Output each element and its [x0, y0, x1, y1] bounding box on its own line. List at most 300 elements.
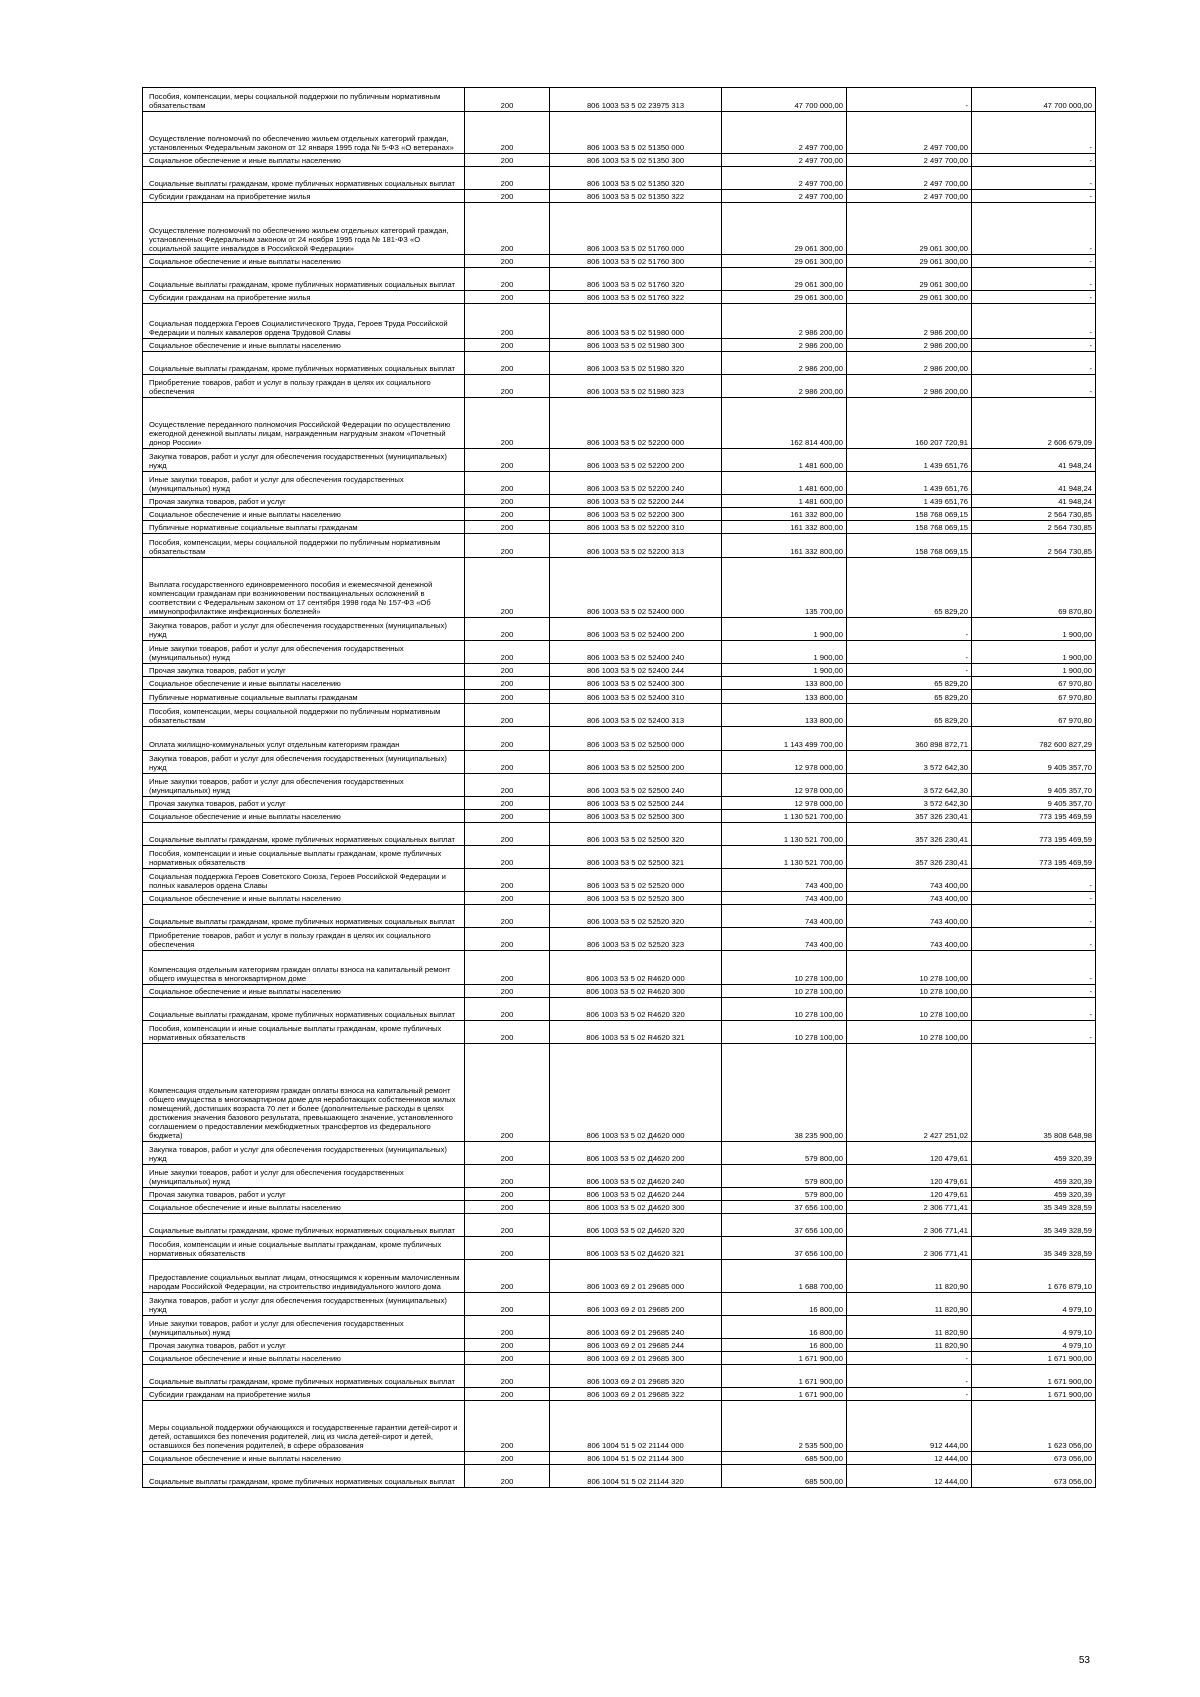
row-name-cell: Закупка товаров, работ и услуг для обеспечения государственных (муниципальных) нужд	[143, 449, 465, 472]
row-executed-cell: 3 572 642,30	[847, 774, 972, 797]
row-name-cell: Социальные выплаты гражданам, кроме публичных нормативных социальных выплат	[143, 1214, 465, 1237]
table-row	[143, 558, 1096, 618]
row-name-cell: Социальное обеспечение и иные выплаты населению	[143, 985, 465, 998]
row-approved-cell: 2 497 700,00	[722, 190, 847, 203]
row-name-cell: Прочая закупка товаров, работ и услуг	[143, 1339, 465, 1352]
row-unexecuted-cell: -	[972, 869, 1096, 892]
row-executed-cell: 158 768 069,15	[847, 521, 972, 534]
row-executed-cell: 11 820,90	[847, 1260, 972, 1293]
row-executed-cell: 29 061 300,00	[847, 291, 972, 304]
row-unexecuted-cell: -	[972, 291, 1096, 304]
row-executed-cell: 65 829,20	[847, 677, 972, 690]
row-code-cell: 200	[465, 1188, 550, 1201]
row-name-cell: Оплата жилищно-коммунальных услуг отдельным категориям граждан	[143, 727, 465, 751]
row-name-cell: Компенсация отдельным категориям граждан оплаты взноса на капитальный ремонт общего имущества в многоквартирном доме для неработающих собственников жилых помещений, достигших возраста 70 лет и более (дополнительные расходы в целях достижения значения базового результата, превышающего значение, установленного соглашением о предоставлении межбюджетных трансфертов из федерального бюджета)	[143, 1044, 465, 1142]
row-executed-cell: 29 061 300,00	[847, 203, 972, 255]
row-approved-cell: 37 656 100,00	[722, 1201, 847, 1214]
row-approved-cell: 743 400,00	[722, 928, 847, 951]
row-name-cell: Иные закупки товаров, работ и услуг для обеспечения государственных (муниципальных) нужд	[143, 1165, 465, 1188]
row-approved-cell: 1 481 600,00	[722, 472, 847, 495]
row-code-cell: 200	[465, 508, 550, 521]
row-code-cell: 200	[465, 690, 550, 704]
row-name-cell: Социальное обеспечение и иные выплаты населению	[143, 154, 465, 167]
row-budget-code-cell: 806 1003 53 5 02 52520 320	[550, 905, 722, 928]
table-row	[143, 167, 1096, 190]
row-executed-cell: -	[847, 664, 972, 677]
row-unexecuted-cell: 2 564 730,85	[972, 508, 1096, 521]
table-row	[143, 951, 1096, 985]
row-unexecuted-cell: 4 979,10	[972, 1316, 1096, 1339]
row-approved-cell: 1 130 521 700,00	[722, 810, 847, 823]
row-budget-code-cell: 806 1003 53 5 02 51980 300	[550, 339, 722, 352]
table-row	[143, 1388, 1096, 1401]
row-code-cell: 200	[465, 495, 550, 508]
row-unexecuted-cell: 2 564 730,85	[972, 534, 1096, 558]
row-name-cell: Социальное обеспечение и иные выплаты населению	[143, 1352, 465, 1365]
table-row	[143, 774, 1096, 797]
row-executed-cell: 1 439 651,76	[847, 495, 972, 508]
row-executed-cell: 120 479,61	[847, 1165, 972, 1188]
row-name-cell: Закупка товаров, работ и услуг для обеспечения государственных (муниципальных) нужд	[143, 1293, 465, 1316]
row-unexecuted-cell: 9 405 357,70	[972, 797, 1096, 810]
row-code-cell: 200	[465, 291, 550, 304]
table-row	[143, 508, 1096, 521]
row-approved-cell: 2 986 200,00	[722, 375, 847, 398]
row-approved-cell: 743 400,00	[722, 905, 847, 928]
table-row	[143, 255, 1096, 268]
row-executed-cell: 29 061 300,00	[847, 268, 972, 291]
row-code-cell: 200	[465, 1201, 550, 1214]
table-row	[143, 1293, 1096, 1316]
table-row	[143, 495, 1096, 508]
row-budget-code-cell: 806 1003 53 5 02 52500 320	[550, 823, 722, 846]
row-code-cell: 200	[465, 618, 550, 641]
row-unexecuted-cell: -	[972, 352, 1096, 375]
row-unexecuted-cell: 1 676 879,10	[972, 1260, 1096, 1293]
table-row	[143, 1021, 1096, 1044]
row-name-cell: Иные закупки товаров, работ и услуг для обеспечения государственных (муниципальных) нужд	[143, 1316, 465, 1339]
row-name-cell: Пособия, компенсации, меры социальной поддержки по публичным нормативным обязательствам	[143, 534, 465, 558]
row-executed-cell: 65 829,20	[847, 704, 972, 727]
row-name-cell: Пособия, компенсации и иные социальные выплаты гражданам, кроме публичных нормативных обязательств	[143, 1021, 465, 1044]
row-budget-code-cell: 806 1003 53 5 02 52200 000	[550, 398, 722, 449]
row-code-cell: 200	[465, 928, 550, 951]
row-budget-code-cell: 806 1003 53 5 02 52400 313	[550, 704, 722, 727]
row-name-cell: Пособия, компенсации, меры социальной поддержки по публичным нормативным обязательствам	[143, 88, 465, 112]
row-approved-cell: 135 700,00	[722, 558, 847, 618]
row-unexecuted-cell: 2 606 679,09	[972, 398, 1096, 449]
row-budget-code-cell: 806 1003 69 2 01 29685 244	[550, 1339, 722, 1352]
row-executed-cell: 743 400,00	[847, 892, 972, 905]
row-approved-cell: 10 278 100,00	[722, 951, 847, 985]
row-unexecuted-cell: 4 979,10	[972, 1339, 1096, 1352]
row-approved-cell: 29 061 300,00	[722, 291, 847, 304]
row-unexecuted-cell: 4 979,10	[972, 1293, 1096, 1316]
row-unexecuted-cell: 1 900,00	[972, 618, 1096, 641]
row-name-cell: Социальное обеспечение и иные выплаты населению	[143, 1452, 465, 1465]
row-unexecuted-cell: 9 405 357,70	[972, 751, 1096, 774]
row-unexecuted-cell: -	[972, 998, 1096, 1021]
row-budget-code-cell: 806 1003 53 5 02 52200 300	[550, 508, 722, 521]
row-name-cell: Социальные выплаты гражданам, кроме публичных нормативных социальных выплат	[143, 823, 465, 846]
row-approved-cell: 743 400,00	[722, 869, 847, 892]
row-executed-cell: 12 444,00	[847, 1465, 972, 1488]
row-code-cell: 200	[465, 727, 550, 751]
row-code-cell: 200	[465, 1165, 550, 1188]
row-code-cell: 200	[465, 1293, 550, 1316]
row-executed-cell: 2 497 700,00	[847, 112, 972, 154]
row-executed-cell: -	[847, 1388, 972, 1401]
table-row	[143, 268, 1096, 291]
row-executed-cell: 357 326 230,41	[847, 846, 972, 869]
row-executed-cell: 1 439 651,76	[847, 472, 972, 495]
row-budget-code-cell: 806 1003 53 5 02 Д4620 321	[550, 1237, 722, 1260]
row-budget-code-cell: 806 1003 53 5 02 Д4620 244	[550, 1188, 722, 1201]
row-executed-cell: 2 497 700,00	[847, 167, 972, 190]
row-unexecuted-cell: -	[972, 112, 1096, 154]
row-unexecuted-cell: -	[972, 255, 1096, 268]
row-unexecuted-cell: 35 349 328,59	[972, 1201, 1096, 1214]
row-budget-code-cell: 806 1004 51 5 02 21144 320	[550, 1465, 722, 1488]
row-code-cell: 200	[465, 1465, 550, 1488]
row-code-cell: 200	[465, 1352, 550, 1365]
row-unexecuted-cell: 1 623 056,00	[972, 1401, 1096, 1452]
row-budget-code-cell: 806 1003 53 5 02 52400 200	[550, 618, 722, 641]
row-code-cell: 200	[465, 1142, 550, 1165]
row-unexecuted-cell: 459 320,39	[972, 1165, 1096, 1188]
row-unexecuted-cell: 35 808 648,98	[972, 1044, 1096, 1142]
row-executed-cell: 11 820,90	[847, 1339, 972, 1352]
table-row	[143, 203, 1096, 255]
row-budget-code-cell: 806 1004 51 5 02 21144 300	[550, 1452, 722, 1465]
row-approved-cell: 161 332 800,00	[722, 534, 847, 558]
row-name-cell: Социальные выплаты гражданам, кроме публичных нормативных социальных выплат	[143, 268, 465, 291]
row-code-cell: 200	[465, 1214, 550, 1237]
row-approved-cell: 12 978 000,00	[722, 751, 847, 774]
row-budget-code-cell: 806 1003 53 5 02 51980 323	[550, 375, 722, 398]
row-unexecuted-cell: -	[972, 154, 1096, 167]
row-approved-cell: 1 143 499 700,00	[722, 727, 847, 751]
row-code-cell: 200	[465, 352, 550, 375]
row-unexecuted-cell: 69 870,80	[972, 558, 1096, 618]
table-row	[143, 352, 1096, 375]
table-row	[143, 1352, 1096, 1365]
table-row	[143, 751, 1096, 774]
row-executed-cell: 2 306 771,41	[847, 1237, 972, 1260]
row-budget-code-cell: 806 1003 53 5 02 52400 310	[550, 690, 722, 704]
row-unexecuted-cell: 35 349 328,59	[972, 1214, 1096, 1237]
row-budget-code-cell: 806 1003 69 2 01 29685 320	[550, 1365, 722, 1388]
row-name-cell: Субсидии гражданам на приобретение жилья	[143, 1388, 465, 1401]
table-row	[143, 1201, 1096, 1214]
row-executed-cell: -	[847, 641, 972, 664]
row-approved-cell: 12 978 000,00	[722, 774, 847, 797]
row-code-cell: 200	[465, 664, 550, 677]
row-budget-code-cell: 806 1003 69 2 01 29685 000	[550, 1260, 722, 1293]
table-row	[143, 1316, 1096, 1339]
row-approved-cell: 37 656 100,00	[722, 1237, 847, 1260]
row-approved-cell: 161 332 800,00	[722, 521, 847, 534]
row-unexecuted-cell: 773 195 469,59	[972, 846, 1096, 869]
table-row	[143, 677, 1096, 690]
row-name-cell: Компенсация отдельным категориям граждан оплаты взноса на капитальный ремонт общего имущества в многоквартирном доме	[143, 951, 465, 985]
row-budget-code-cell: 806 1003 53 5 02 51760 322	[550, 291, 722, 304]
row-budget-code-cell: 806 1003 53 5 02 51760 000	[550, 203, 722, 255]
row-code-cell: 200	[465, 823, 550, 846]
row-approved-cell: 29 061 300,00	[722, 255, 847, 268]
row-name-cell: Социальные выплаты гражданам, кроме публичных нормативных социальных выплат	[143, 352, 465, 375]
row-code-cell: 200	[465, 190, 550, 203]
row-approved-cell: 38 235 900,00	[722, 1044, 847, 1142]
table-row	[143, 618, 1096, 641]
row-unexecuted-cell: -	[972, 167, 1096, 190]
row-executed-cell: 10 278 100,00	[847, 985, 972, 998]
row-budget-code-cell: 806 1003 53 5 02 51350 300	[550, 154, 722, 167]
row-unexecuted-cell: -	[972, 985, 1096, 998]
table-row	[143, 810, 1096, 823]
table-row	[143, 1044, 1096, 1142]
row-unexecuted-cell: 673 056,00	[972, 1452, 1096, 1465]
row-name-cell: Прочая закупка товаров, работ и услуг	[143, 495, 465, 508]
row-approved-cell: 579 800,00	[722, 1142, 847, 1165]
row-executed-cell: 65 829,20	[847, 558, 972, 618]
table-row	[143, 534, 1096, 558]
row-code-cell: 200	[465, 905, 550, 928]
table-row	[143, 797, 1096, 810]
table-row	[143, 449, 1096, 472]
row-executed-cell: 360 898 872,71	[847, 727, 972, 751]
row-approved-cell: 579 800,00	[722, 1165, 847, 1188]
row-unexecuted-cell: -	[972, 928, 1096, 951]
table-row	[143, 1142, 1096, 1165]
row-name-cell: Прочая закупка товаров, работ и услуг	[143, 664, 465, 677]
row-name-cell: Социальная поддержка Героев Социалистического Труда, Героев Труда Российской Федерации и полных кавалеров ордена Трудовой Славы	[143, 304, 465, 339]
row-executed-cell: 743 400,00	[847, 928, 972, 951]
row-approved-cell: 579 800,00	[722, 1188, 847, 1201]
row-approved-cell: 2 497 700,00	[722, 112, 847, 154]
row-approved-cell: 1 671 900,00	[722, 1365, 847, 1388]
row-approved-cell: 1 688 700,00	[722, 1260, 847, 1293]
table-row	[143, 1188, 1096, 1201]
row-code-cell: 200	[465, 521, 550, 534]
row-name-cell: Осуществление полномочий по обеспечению жильем отдельных категорий граждан, установленных Федеральным законом от 24 ноября 1995 года № 181-ФЗ «О социальной защите инвалидов в Российской Федерации»	[143, 203, 465, 255]
row-name-cell: Выплата государственного единовременного пособия и ежемесячной денежной компенсации гражданам при возникновении поствакцинальных осложнений в соответствии с Федеральным законом от 17 сентября 1998 года № 157-ФЗ «Об иммунопрофилактике инфекционных болезней»	[143, 558, 465, 618]
row-name-cell: Пособия, компенсации и иные социальные выплаты гражданам, кроме публичных нормативных обязательств	[143, 1237, 465, 1260]
row-approved-cell: 1 900,00	[722, 664, 847, 677]
row-budget-code-cell: 806 1003 69 2 01 29685 240	[550, 1316, 722, 1339]
row-name-cell: Социальное обеспечение и иные выплаты населению	[143, 810, 465, 823]
row-budget-code-cell: 806 1003 53 5 02 52500 000	[550, 727, 722, 751]
table-row	[143, 1165, 1096, 1188]
row-name-cell: Предоставление социальных выплат лицам, относящимся к коренным малочисленным народам Российской Федерации, на строительство индивидуального жилого дома	[143, 1260, 465, 1293]
row-approved-cell: 1 130 521 700,00	[722, 823, 847, 846]
row-executed-cell: 12 444,00	[847, 1452, 972, 1465]
row-executed-cell: 357 326 230,41	[847, 810, 972, 823]
table-row	[143, 641, 1096, 664]
row-code-cell: 200	[465, 154, 550, 167]
row-name-cell: Закупка товаров, работ и услуг для обеспечения государственных (муниципальных) нужд	[143, 751, 465, 774]
row-unexecuted-cell: 1 900,00	[972, 641, 1096, 664]
row-approved-cell: 1 130 521 700,00	[722, 846, 847, 869]
row-approved-cell: 10 278 100,00	[722, 998, 847, 1021]
row-name-cell: Иные закупки товаров, работ и услуг для обеспечения государственных (муниципальных) нужд	[143, 641, 465, 664]
row-unexecuted-cell: -	[972, 1021, 1096, 1044]
row-budget-code-cell: 806 1003 53 5 02 52500 300	[550, 810, 722, 823]
row-approved-cell: 2 535 500,00	[722, 1401, 847, 1452]
row-executed-cell: 65 829,20	[847, 690, 972, 704]
row-unexecuted-cell: -	[972, 375, 1096, 398]
row-executed-cell: 2 427 251,02	[847, 1044, 972, 1142]
row-name-cell: Социальные выплаты гражданам, кроме публичных нормативных социальных выплат	[143, 998, 465, 1021]
row-name-cell: Прочая закупка товаров, работ и услуг	[143, 797, 465, 810]
row-code-cell: 200	[465, 268, 550, 291]
row-approved-cell: 1 481 600,00	[722, 449, 847, 472]
row-unexecuted-cell: 459 320,39	[972, 1142, 1096, 1165]
row-budget-code-cell: 806 1004 51 5 02 21144 000	[550, 1401, 722, 1452]
row-executed-cell: 29 061 300,00	[847, 255, 972, 268]
table-row	[143, 88, 1096, 112]
table-row	[143, 985, 1096, 998]
row-executed-cell: 120 479,61	[847, 1188, 972, 1201]
row-code-cell: 200	[465, 1388, 550, 1401]
row-unexecuted-cell: 773 195 469,59	[972, 823, 1096, 846]
row-name-cell: Публичные нормативные социальные выплаты гражданам	[143, 521, 465, 534]
table-row	[143, 1465, 1096, 1488]
row-name-cell: Социальные выплаты гражданам, кроме публичных нормативных социальных выплат	[143, 167, 465, 190]
row-name-cell: Закупка товаров, работ и услуг для обеспечения государственных (муниципальных) нужд	[143, 618, 465, 641]
row-executed-cell: 11 820,90	[847, 1316, 972, 1339]
row-executed-cell: 3 572 642,30	[847, 751, 972, 774]
row-budget-code-cell: 806 1003 53 5 02 51760 300	[550, 255, 722, 268]
row-name-cell: Иные закупки товаров, работ и услуг для обеспечения государственных (муниципальных) нужд	[143, 774, 465, 797]
row-code-cell: 200	[465, 774, 550, 797]
row-code-cell: 200	[465, 1316, 550, 1339]
row-code-cell: 200	[465, 1452, 550, 1465]
row-budget-code-cell: 806 1003 53 5 02 52200 240	[550, 472, 722, 495]
row-approved-cell: 16 800,00	[722, 1316, 847, 1339]
page-number: 53	[1078, 1655, 1090, 1666]
table-body	[143, 88, 1096, 1488]
row-executed-cell: 158 768 069,15	[847, 508, 972, 521]
row-code-cell: 200	[465, 1237, 550, 1260]
table-row	[143, 521, 1096, 534]
row-unexecuted-cell: 1 671 900,00	[972, 1388, 1096, 1401]
row-name-cell: Закупка товаров, работ и услуг для обеспечения государственных (муниципальных) нужд	[143, 1142, 465, 1165]
table-row	[143, 339, 1096, 352]
row-budget-code-cell: 806 1003 53 5 02 51760 320	[550, 268, 722, 291]
table-row	[143, 190, 1096, 203]
row-code-cell: 200	[465, 1339, 550, 1352]
row-executed-cell: 743 400,00	[847, 905, 972, 928]
table-row	[143, 892, 1096, 905]
row-executed-cell: 2 986 200,00	[847, 339, 972, 352]
row-code-cell: 200	[465, 985, 550, 998]
row-executed-cell: 2 306 771,41	[847, 1201, 972, 1214]
row-code-cell: 200	[465, 704, 550, 727]
row-executed-cell: 10 278 100,00	[847, 998, 972, 1021]
row-unexecuted-cell: 41 948,24	[972, 449, 1096, 472]
row-unexecuted-cell: 1 671 900,00	[972, 1352, 1096, 1365]
row-code-cell: 200	[465, 810, 550, 823]
row-unexecuted-cell: 773 195 469,59	[972, 810, 1096, 823]
row-executed-cell: 1 439 651,76	[847, 449, 972, 472]
row-executed-cell: 2 986 200,00	[847, 304, 972, 339]
row-executed-cell: 3 572 642,30	[847, 797, 972, 810]
row-budget-code-cell: 806 1003 53 5 02 51350 322	[550, 190, 722, 203]
row-executed-cell: 2 497 700,00	[847, 190, 972, 203]
row-approved-cell: 1 671 900,00	[722, 1352, 847, 1365]
row-name-cell: Субсидии гражданам на приобретение жилья	[143, 291, 465, 304]
row-executed-cell: -	[847, 1352, 972, 1365]
row-unexecuted-cell: 35 349 328,59	[972, 1237, 1096, 1260]
row-budget-code-cell: 806 1003 53 5 02 Д4620 320	[550, 1214, 722, 1237]
row-code-cell: 200	[465, 304, 550, 339]
row-approved-cell: 162 814 400,00	[722, 398, 847, 449]
row-code-cell: 200	[465, 472, 550, 495]
row-approved-cell: 2 497 700,00	[722, 167, 847, 190]
row-unexecuted-cell: 47 700 000,00	[972, 88, 1096, 112]
row-budget-code-cell: 806 1003 53 5 02 52500 321	[550, 846, 722, 869]
row-code-cell: 200	[465, 846, 550, 869]
row-budget-code-cell: 806 1003 69 2 01 29685 322	[550, 1388, 722, 1401]
row-code-cell: 200	[465, 641, 550, 664]
table-row	[143, 1260, 1096, 1293]
row-name-cell: Осуществление переданного полномочия Российской Федерации по осуществлению ежегодной денежной выплаты лицам, награжденным нагрудным знаком «Почетный донор России»	[143, 398, 465, 449]
row-approved-cell: 37 656 100,00	[722, 1214, 847, 1237]
row-executed-cell: -	[847, 88, 972, 112]
table-row	[143, 1339, 1096, 1352]
row-approved-cell: 1 900,00	[722, 618, 847, 641]
table-row	[143, 375, 1096, 398]
row-unexecuted-cell: 459 320,39	[972, 1188, 1096, 1201]
row-approved-cell: 16 800,00	[722, 1293, 847, 1316]
table-row	[143, 1237, 1096, 1260]
row-approved-cell: 2 497 700,00	[722, 154, 847, 167]
row-unexecuted-cell: 67 970,80	[972, 677, 1096, 690]
row-budget-code-cell: 806 1003 53 5 02 52200 244	[550, 495, 722, 508]
table-row	[143, 727, 1096, 751]
row-name-cell: Социальная поддержка Героев Советского Союза, Героев Российской Федерации и полных кавалеров ордена Славы	[143, 869, 465, 892]
row-approved-cell: 2 986 200,00	[722, 339, 847, 352]
row-budget-code-cell: 806 1003 69 2 01 29685 200	[550, 1293, 722, 1316]
row-approved-cell: 2 986 200,00	[722, 304, 847, 339]
row-unexecuted-cell: 2 564 730,85	[972, 521, 1096, 534]
row-executed-cell: 743 400,00	[847, 869, 972, 892]
table-row	[143, 664, 1096, 677]
row-unexecuted-cell: 673 056,00	[972, 1465, 1096, 1488]
row-code-cell: 200	[465, 1401, 550, 1452]
row-budget-code-cell: 806 1003 53 5 02 Д4620 200	[550, 1142, 722, 1165]
row-code-cell: 200	[465, 797, 550, 810]
row-approved-cell: 29 061 300,00	[722, 268, 847, 291]
row-name-cell: Социальное обеспечение и иные выплаты населению	[143, 677, 465, 690]
row-budget-code-cell: 806 1003 53 5 02 R4620 300	[550, 985, 722, 998]
row-executed-cell: 2 306 771,41	[847, 1214, 972, 1237]
row-name-cell: Пособия, компенсации, меры социальной поддержки по публичным нормативным обязательствам	[143, 704, 465, 727]
row-executed-cell: 2 986 200,00	[847, 352, 972, 375]
row-code-cell: 200	[465, 951, 550, 985]
row-name-cell: Пособия, компенсации и иные социальные выплаты гражданам, кроме публичных нормативных обязательств	[143, 846, 465, 869]
budget-execution-table	[142, 87, 1096, 1488]
row-unexecuted-cell: 1 671 900,00	[972, 1365, 1096, 1388]
row-budget-code-cell: 806 1003 53 5 02 52400 240	[550, 641, 722, 664]
row-approved-cell: 161 332 800,00	[722, 508, 847, 521]
row-code-cell: 200	[465, 677, 550, 690]
row-budget-code-cell: 806 1003 53 5 02 51350 320	[550, 167, 722, 190]
table-row	[143, 690, 1096, 704]
row-name-cell: Социальные выплаты гражданам, кроме публичных нормативных социальных выплат	[143, 1465, 465, 1488]
row-name-cell: Приобретение товаров, работ и услуг в пользу граждан в целях их социального обеспечения	[143, 928, 465, 951]
